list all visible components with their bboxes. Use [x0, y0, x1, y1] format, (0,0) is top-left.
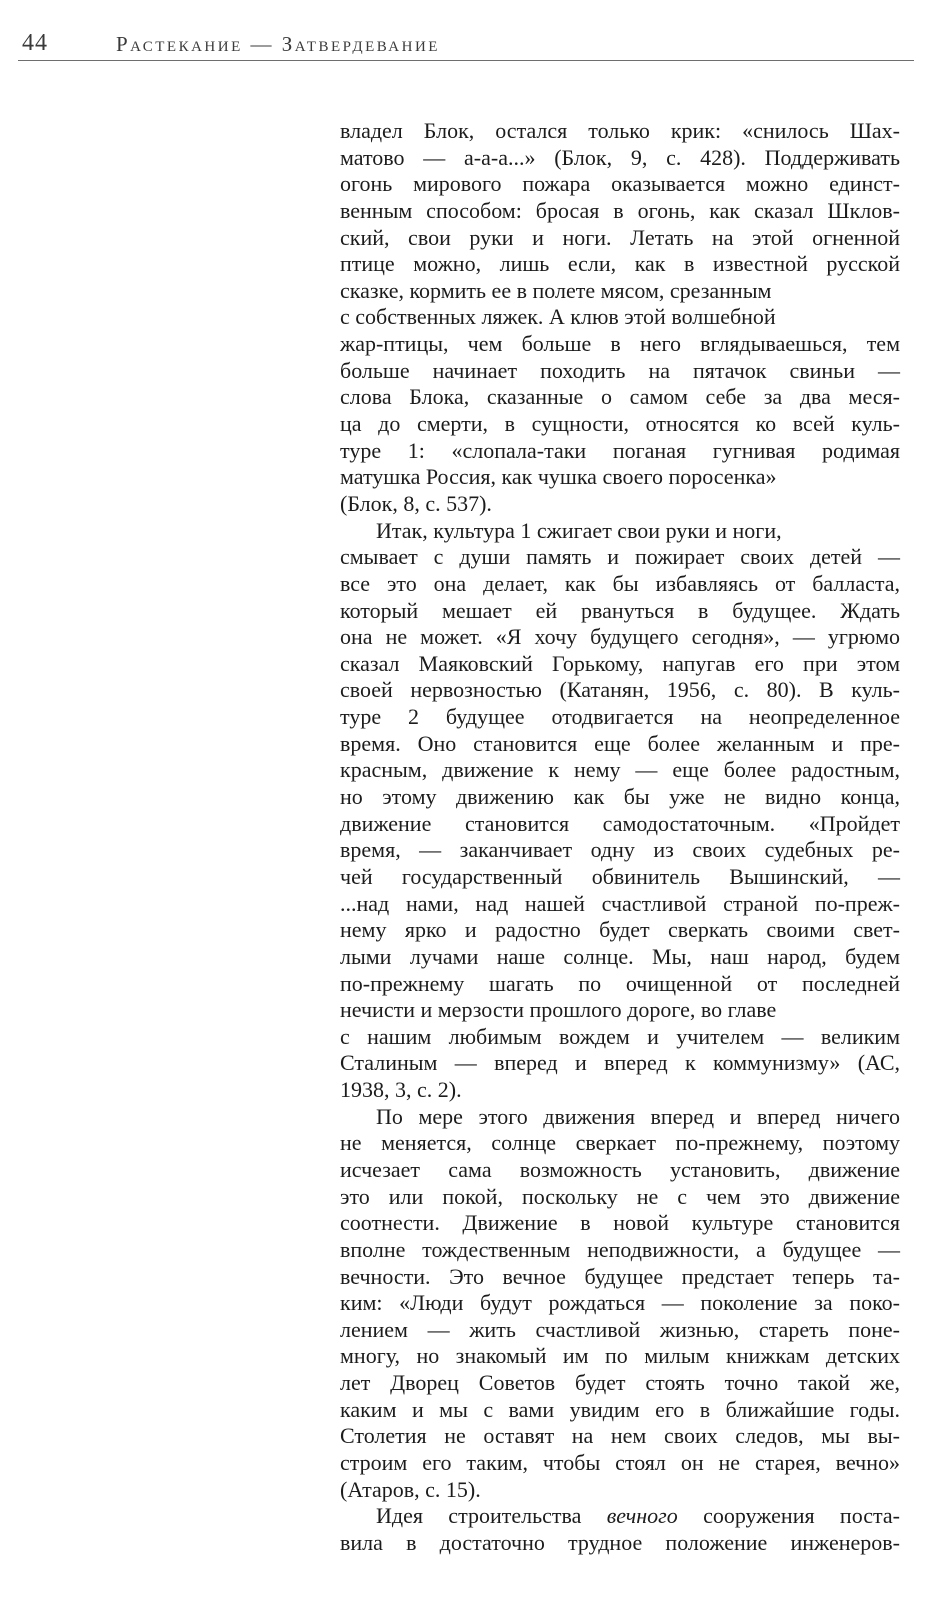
text-line: вила в достаточно трудное положение инженеров-: [340, 1529, 900, 1555]
running-header: [18, 26, 914, 61]
emphasis-text: вечного: [606, 1503, 678, 1529]
text-line: который мешает ей рвануться в будущее. Ждать: [340, 597, 900, 623]
text-line: строим его таким, чтобы стоял он не старея, вечно»: [340, 1450, 900, 1476]
text-line: ца до смерти, в сущности, относятся ко всей куль-: [340, 411, 900, 437]
text-line: слова Блока, сказанные о самом себе за два меся-: [340, 384, 900, 410]
text-line: смывает с души память и пожирает своих детей —: [340, 544, 900, 570]
text-line: владел Блок, остался только крик: «снилось Шах-: [340, 118, 900, 143]
text-line: время. Оно становится еще более желанным и пре-: [340, 730, 900, 756]
text-run: Идея строительства: [376, 1503, 607, 1529]
text-line: ...над нами, над нашей счастливой страной по-преж-: [340, 890, 900, 916]
text-line: нечисти и мерзости прошлого дороге, во главе: [340, 997, 777, 1023]
text-line: это или покой, поскольку не с чем это движение: [340, 1183, 900, 1209]
text-line: ский, свои руки и ноги. Летать на этой огненной: [340, 224, 900, 250]
paragraph-first-line: [340, 1503, 900, 1530]
paragraph-first-line: Итак, культура 1 сжигает свои руки и ноги,: [376, 517, 782, 543]
text-line: соотнести. Движение в новой культуре становится: [340, 1210, 900, 1236]
text-line: каким и мы с вами увидим его в ближайшие годы.: [340, 1396, 900, 1422]
text-line: (Атаров, с. 15).: [340, 1476, 481, 1502]
text-line: матушка Россия, как чушка своего поросенка»: [340, 464, 777, 490]
text-line: лет Дворец Советов будет стоять точно такой же,: [340, 1370, 900, 1396]
text-line: Столетия не оставят на нем своих следов, мы вы-: [340, 1423, 900, 1449]
text-line: матово — а-а-а...» (Блок, 9, с. 428). Поддерживать: [340, 144, 900, 170]
text-line: вечности. Это вечное будущее предстает теперь та-: [340, 1263, 900, 1289]
paragraph-first-line: По мере этого движения вперед и вперед ничего: [376, 1103, 900, 1129]
text-line: туре 2 будущее отодвигается на неопределенное: [340, 704, 900, 730]
text-line: ким: «Люди будут рождаться — поколение за поко-: [340, 1290, 900, 1316]
text-line: Сталиным — вперед и вперед к коммунизму» (АС,: [340, 1050, 900, 1076]
text-line: венным способом: бросая в огонь, как сказал Шклов-: [340, 197, 900, 223]
text-line: движение становится самодостаточным. «Пройдет: [340, 810, 900, 836]
text-line: исчезает сама возможность установить, движение: [340, 1156, 900, 1182]
text-line: красным, движение к нему — еще более радостным,: [340, 757, 900, 783]
text-line: она не может. «Я хочу будущего сегодня», — угрюмо: [340, 624, 900, 650]
text-line: с нашим любимым вождем и учителем — великим: [340, 1023, 900, 1049]
text-line: нему ярко и радостно будет сверкать своими свет-: [340, 917, 900, 943]
text-line: не меняется, солнце сверкает по-прежнему, поэтому: [340, 1130, 900, 1156]
text-line: все это она делает, как бы избавляясь от балласта,: [340, 570, 900, 596]
text-line: 1938, 3, с. 2).: [340, 1077, 462, 1103]
text-line: но этому движению как бы уже не видно конца,: [340, 784, 900, 810]
text-line: жар-птицы, чем больше в него вглядываешься, тем: [340, 331, 900, 357]
text-line: сказал Маяковский Горькому, напугав его при этом: [340, 650, 900, 676]
text-line: с собственных ляжек. А клюв этой волшебной: [340, 304, 776, 330]
text-line: туре 1: «слопала-таки поганая гугнивая родимая: [340, 437, 900, 463]
text-line: вполне тождественным неподвижности, а будущее —: [340, 1236, 900, 1262]
text-line: многу, но знакомый им по милым книжкам детских: [340, 1343, 900, 1369]
text-line: птице можно, лишь если, как в известной русской: [340, 251, 900, 277]
running-head-title: Растекание — Затвердевание: [116, 32, 440, 56]
text-line: лыми лучами наше солнце. Мы, наш народ, будем: [340, 943, 900, 969]
page-number: 44: [22, 30, 48, 56]
text-line: по-прежнему шагать по очищенной от последней: [340, 970, 900, 996]
text-line: (Блок, 8, с. 537).: [340, 490, 492, 516]
text-line: сказке, кормить ее в полете мясом, срезанным: [340, 277, 772, 303]
text-line: время, — заканчивает одну из своих судебных ре-: [340, 837, 900, 863]
text-line: лением — жить счастливой жизнью, стареть поне-: [340, 1316, 900, 1342]
text-line: чей государственный обвинитель Вышинский, —: [340, 863, 900, 889]
text-line: больше начинает походить на пятачок свиньи —: [340, 357, 900, 383]
body-text-column: [340, 118, 900, 1557]
text-line: своей нервозностью (Катанян, 1956, с. 80). В куль-: [340, 677, 900, 703]
text-run: сооружения поста-: [677, 1503, 900, 1529]
text-line: огонь мирового пожара оказывается можно единст-: [340, 171, 900, 197]
